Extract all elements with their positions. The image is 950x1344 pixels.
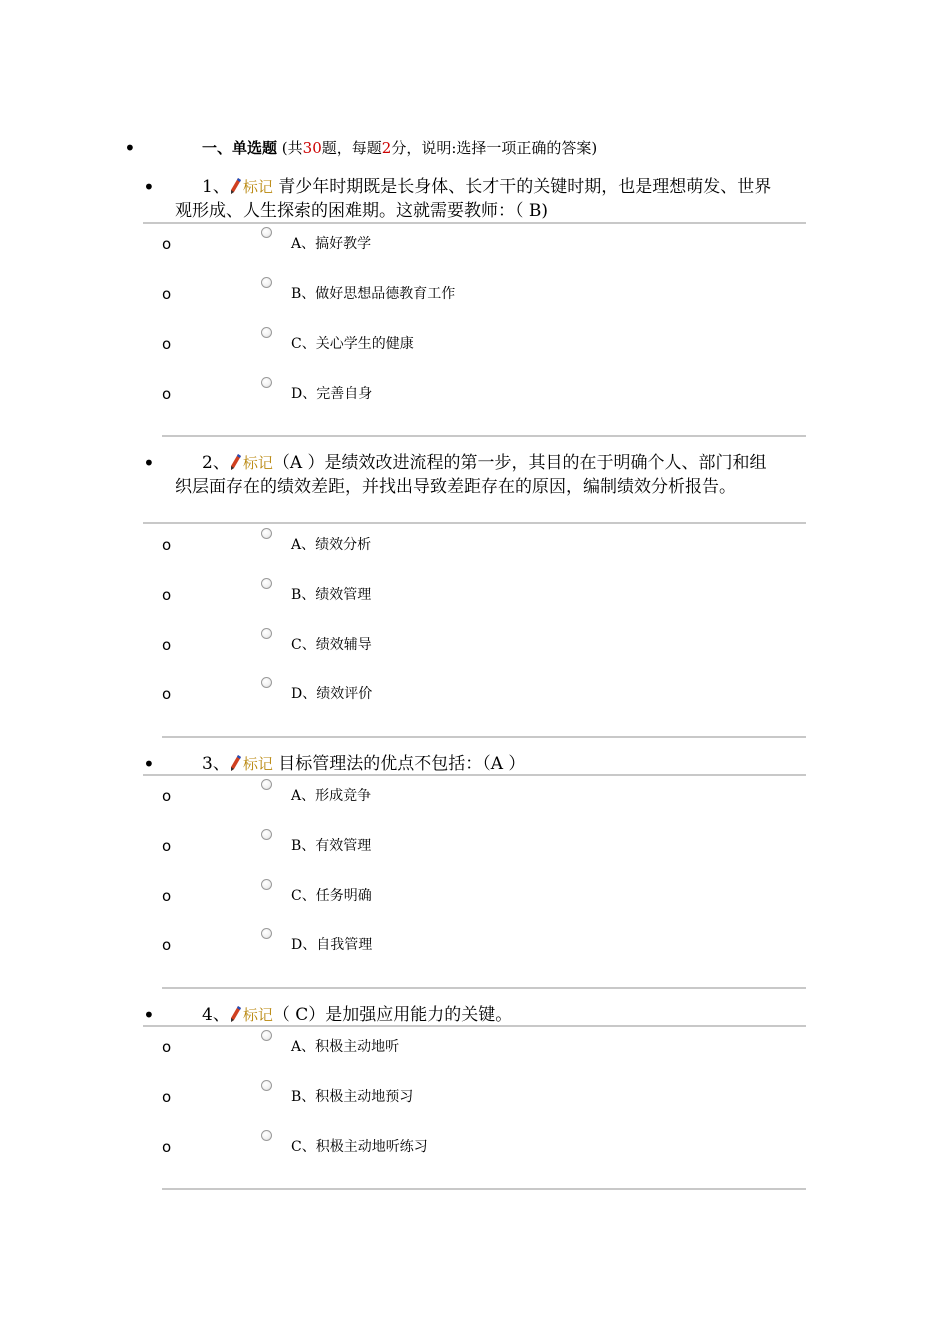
question-number: 3、 xyxy=(202,754,230,774)
option-radio[interactable] xyxy=(261,227,272,238)
option-bullet: o xyxy=(162,787,172,805)
option-label: B、积极主动地预习 xyxy=(291,1089,414,1105)
question-number: 4、 xyxy=(202,1005,230,1025)
per-prefix: 题，每题 xyxy=(321,139,382,157)
option-label: A、绩效分析 xyxy=(291,537,372,553)
question-bullet: • xyxy=(143,175,155,199)
divider xyxy=(143,522,806,524)
option-label: B、绩效管理 xyxy=(291,587,372,603)
option-bullet: o xyxy=(162,936,172,954)
divider xyxy=(143,1025,806,1027)
option-label: C、积极主动地听练习 xyxy=(291,1139,428,1155)
mark-button[interactable] xyxy=(230,752,273,776)
count-prefix: (共 xyxy=(281,139,303,157)
section-title: 一、单选题 xyxy=(202,139,278,157)
mark-button[interactable] xyxy=(230,175,273,199)
option-label: D、完善自身 xyxy=(291,386,373,402)
pencil-icon xyxy=(230,451,243,475)
option-label: D、绩效评价 xyxy=(291,686,373,702)
option-bullet: o xyxy=(162,1138,172,1156)
option-bullet: o xyxy=(162,385,172,403)
question-line1 xyxy=(202,175,771,199)
question-text: 青少年时期既是长身体、长才干的关键时期，也是理想萌发、世界 xyxy=(272,177,772,197)
option-bullet: o xyxy=(162,887,172,905)
mark-button[interactable] xyxy=(230,451,273,475)
option-label: A、搞好教学 xyxy=(291,236,372,252)
section-header xyxy=(202,138,597,158)
mark-label: 标记 xyxy=(242,178,273,196)
option-label: B、做好思想品德教育工作 xyxy=(291,286,456,302)
option-radio[interactable] xyxy=(261,928,272,939)
option-label: D、自我管理 xyxy=(291,937,373,953)
question-line2: 织层面存在的绩效差距，并找出导致差距存在的原因，编制绩效分析报告。 xyxy=(175,477,736,497)
option-radio[interactable] xyxy=(261,879,272,890)
option-label: A、形成竞争 xyxy=(291,788,372,804)
divider xyxy=(143,222,806,224)
question-text: 目标管理法的优点不包括：（A ） xyxy=(272,754,526,774)
divider xyxy=(162,1188,806,1190)
option-radio[interactable] xyxy=(261,1030,272,1041)
divider xyxy=(162,736,806,738)
pencil-icon xyxy=(230,175,243,199)
option-radio[interactable] xyxy=(261,377,272,388)
option-radio[interactable] xyxy=(261,1080,272,1091)
question-line1 xyxy=(202,1003,512,1027)
pencil-icon xyxy=(230,752,243,776)
question-text: （A ）是绩效改进流程的第一步，其目的在于明确个人、部门和组 xyxy=(272,453,767,473)
option-bullet: o xyxy=(162,235,172,253)
question-line2: 观形成、人生探索的困难期。这就需要教师：（ B) xyxy=(175,201,549,221)
question-count: 30 xyxy=(302,139,322,157)
option-bullet: o xyxy=(162,837,172,855)
mark-label: 标记 xyxy=(242,1006,273,1024)
mark-label: 标记 xyxy=(242,454,273,472)
question-bullet: • xyxy=(143,451,155,475)
question-line1 xyxy=(202,752,525,776)
option-radio[interactable] xyxy=(261,578,272,589)
question-line1 xyxy=(202,451,767,475)
option-bullet: o xyxy=(162,536,172,554)
option-radio[interactable] xyxy=(261,277,272,288)
option-bullet: o xyxy=(162,1088,172,1106)
option-radio[interactable] xyxy=(261,779,272,790)
option-radio[interactable] xyxy=(261,327,272,338)
question-bullet: • xyxy=(143,752,155,776)
mark-button[interactable] xyxy=(230,1003,273,1027)
points-per-question: 2 xyxy=(381,139,392,157)
option-label: A、积极主动地听 xyxy=(291,1039,400,1055)
question-text: （ C）是加强应用能力的关键。 xyxy=(272,1005,513,1025)
section-note: 分，说明:选择一项正确的答案) xyxy=(391,139,598,157)
question-bullet: • xyxy=(143,1003,155,1027)
option-label: C、关心学生的健康 xyxy=(291,336,414,352)
mark-label: 标记 xyxy=(242,755,273,773)
option-label: C、绩效辅导 xyxy=(291,637,372,653)
option-bullet: o xyxy=(162,1038,172,1056)
question-number: 2、 xyxy=(202,453,230,473)
divider xyxy=(162,435,806,437)
option-label: B、有效管理 xyxy=(291,838,372,854)
option-bullet: o xyxy=(162,685,172,703)
section-bullet: • xyxy=(124,136,136,160)
option-radio[interactable] xyxy=(261,628,272,639)
option-radio[interactable] xyxy=(261,829,272,840)
divider xyxy=(162,987,806,989)
option-bullet: o xyxy=(162,285,172,303)
question-number: 1、 xyxy=(202,177,230,197)
pencil-icon xyxy=(230,1003,243,1027)
option-bullet: o xyxy=(162,586,172,604)
option-bullet: o xyxy=(162,335,172,353)
option-radio[interactable] xyxy=(261,528,272,539)
divider xyxy=(143,774,806,776)
option-label: C、任务明确 xyxy=(291,888,372,904)
option-radio[interactable] xyxy=(261,1130,272,1141)
option-bullet: o xyxy=(162,636,172,654)
option-radio[interactable] xyxy=(261,677,272,688)
